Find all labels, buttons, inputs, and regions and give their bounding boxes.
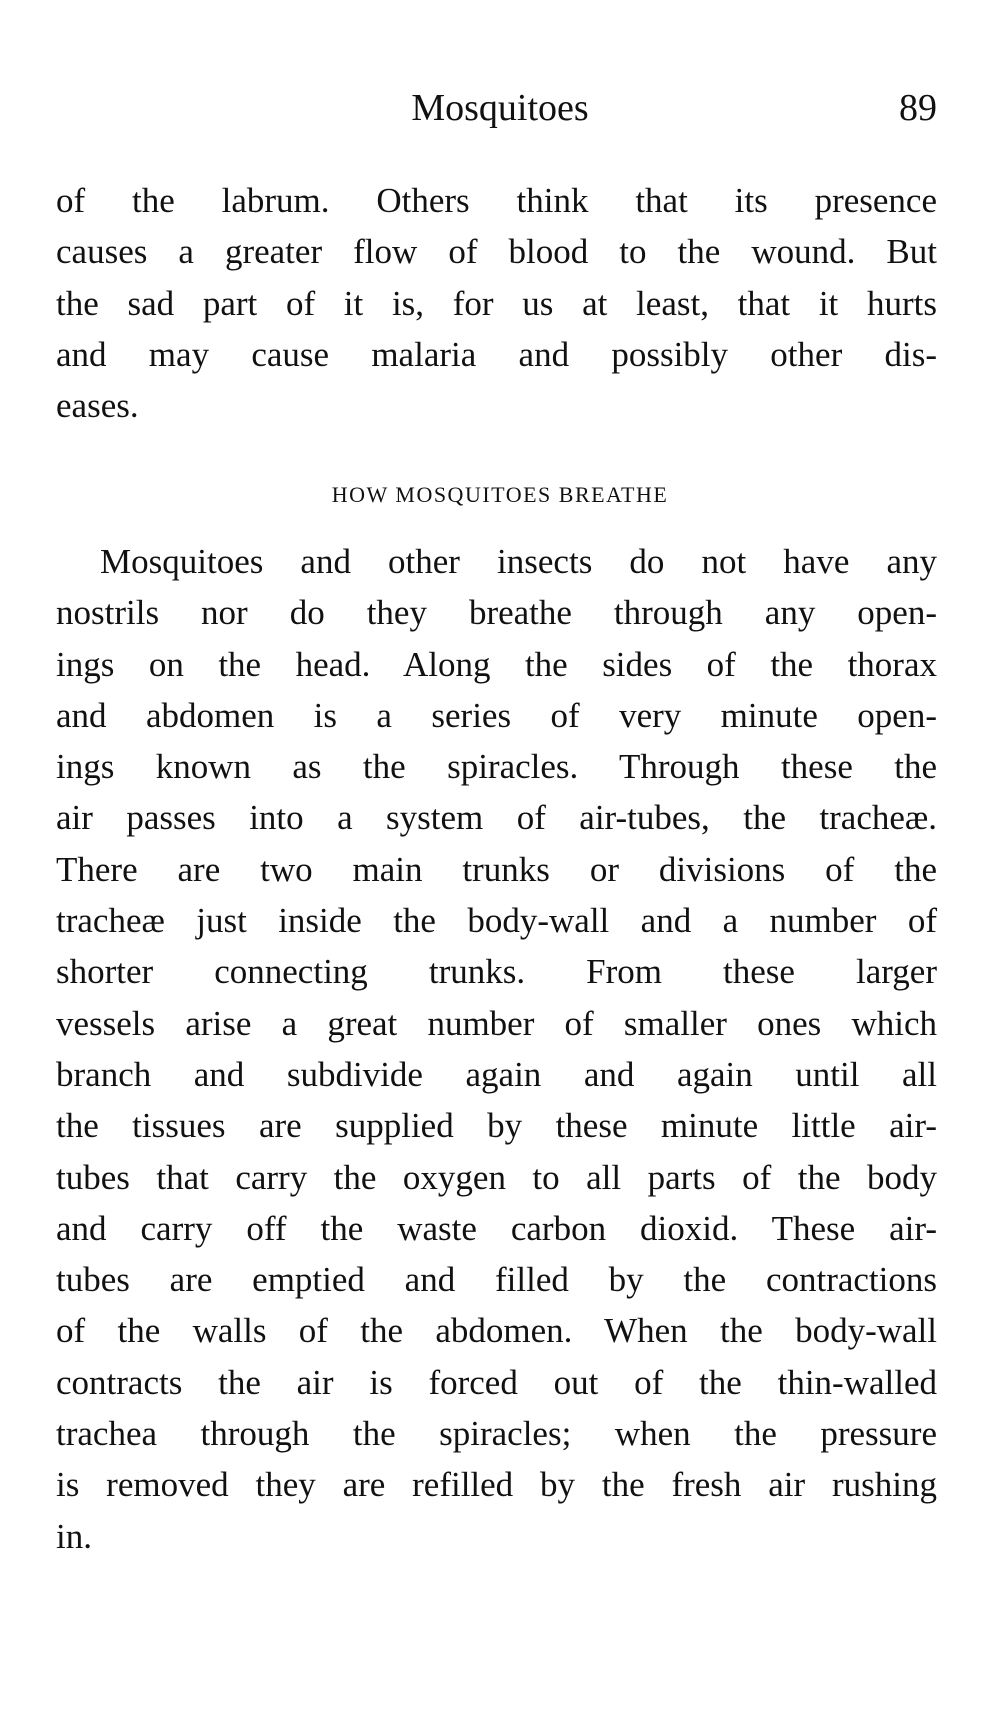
text-line: in. (56, 1516, 92, 1556)
text-line: is removed they are refilled by the fresh air rushing (56, 1465, 937, 1505)
text-line: causes a greater flow of blood to the wound. But (56, 232, 937, 272)
text-line: air passes into a system of air-tubes, the tracheæ. (56, 798, 937, 838)
text-line: and carry off the waste carbon dioxid. These air- (56, 1208, 937, 1248)
text-line: vessels arise a great number of smaller ones which (56, 1003, 937, 1043)
text-line: and may cause malaria and possibly other dis- (56, 334, 937, 374)
text-line: ings on the head. Along the sides of the thorax (56, 644, 937, 684)
section-heading: HOW MOSQUITOES BREATHE (331, 482, 669, 507)
text-line: tubes that carry the oxygen to all parts of the body (56, 1157, 937, 1197)
text-line: branch and subdivide again and again until all (56, 1054, 937, 1094)
paragraph-1 (56, 175, 937, 431)
paragraph-2 (56, 536, 937, 1562)
text-line: of the labrum. Others think that its presence (56, 181, 937, 220)
text-line: ings known as the spiracles. Through these the (56, 747, 937, 787)
text-line: There are two main trunks or divisions of the (56, 849, 937, 889)
text-line: tubes are emptied and filled by the contractions (56, 1260, 937, 1300)
text-line: the tissues are supplied by these minute little air- (56, 1106, 937, 1146)
text-line: Mosquitoes and other insects do not have any (100, 542, 937, 581)
text-line: tracheæ just inside the body-wall and a number of (56, 901, 937, 941)
text-line: eases. (56, 386, 139, 426)
running-head-title: Mosquitoes (411, 87, 589, 129)
text-line: shorter connecting trunks. From these larger (56, 952, 937, 992)
page-number: 89 (899, 87, 937, 129)
text-line: nostrils nor do they breathe through any open- (56, 593, 937, 633)
text-line: trachea through the spiracles; when the pressure (56, 1414, 937, 1454)
text-line: and abdomen is a series of very minute open- (56, 695, 937, 735)
text-line: contracts the air is forced out of the thin-walled (56, 1362, 937, 1402)
text-line: the sad part of it is, for us at least, that it hurts (56, 283, 937, 323)
text-line: of the walls of the abdomen. When the body-wall (56, 1311, 937, 1351)
